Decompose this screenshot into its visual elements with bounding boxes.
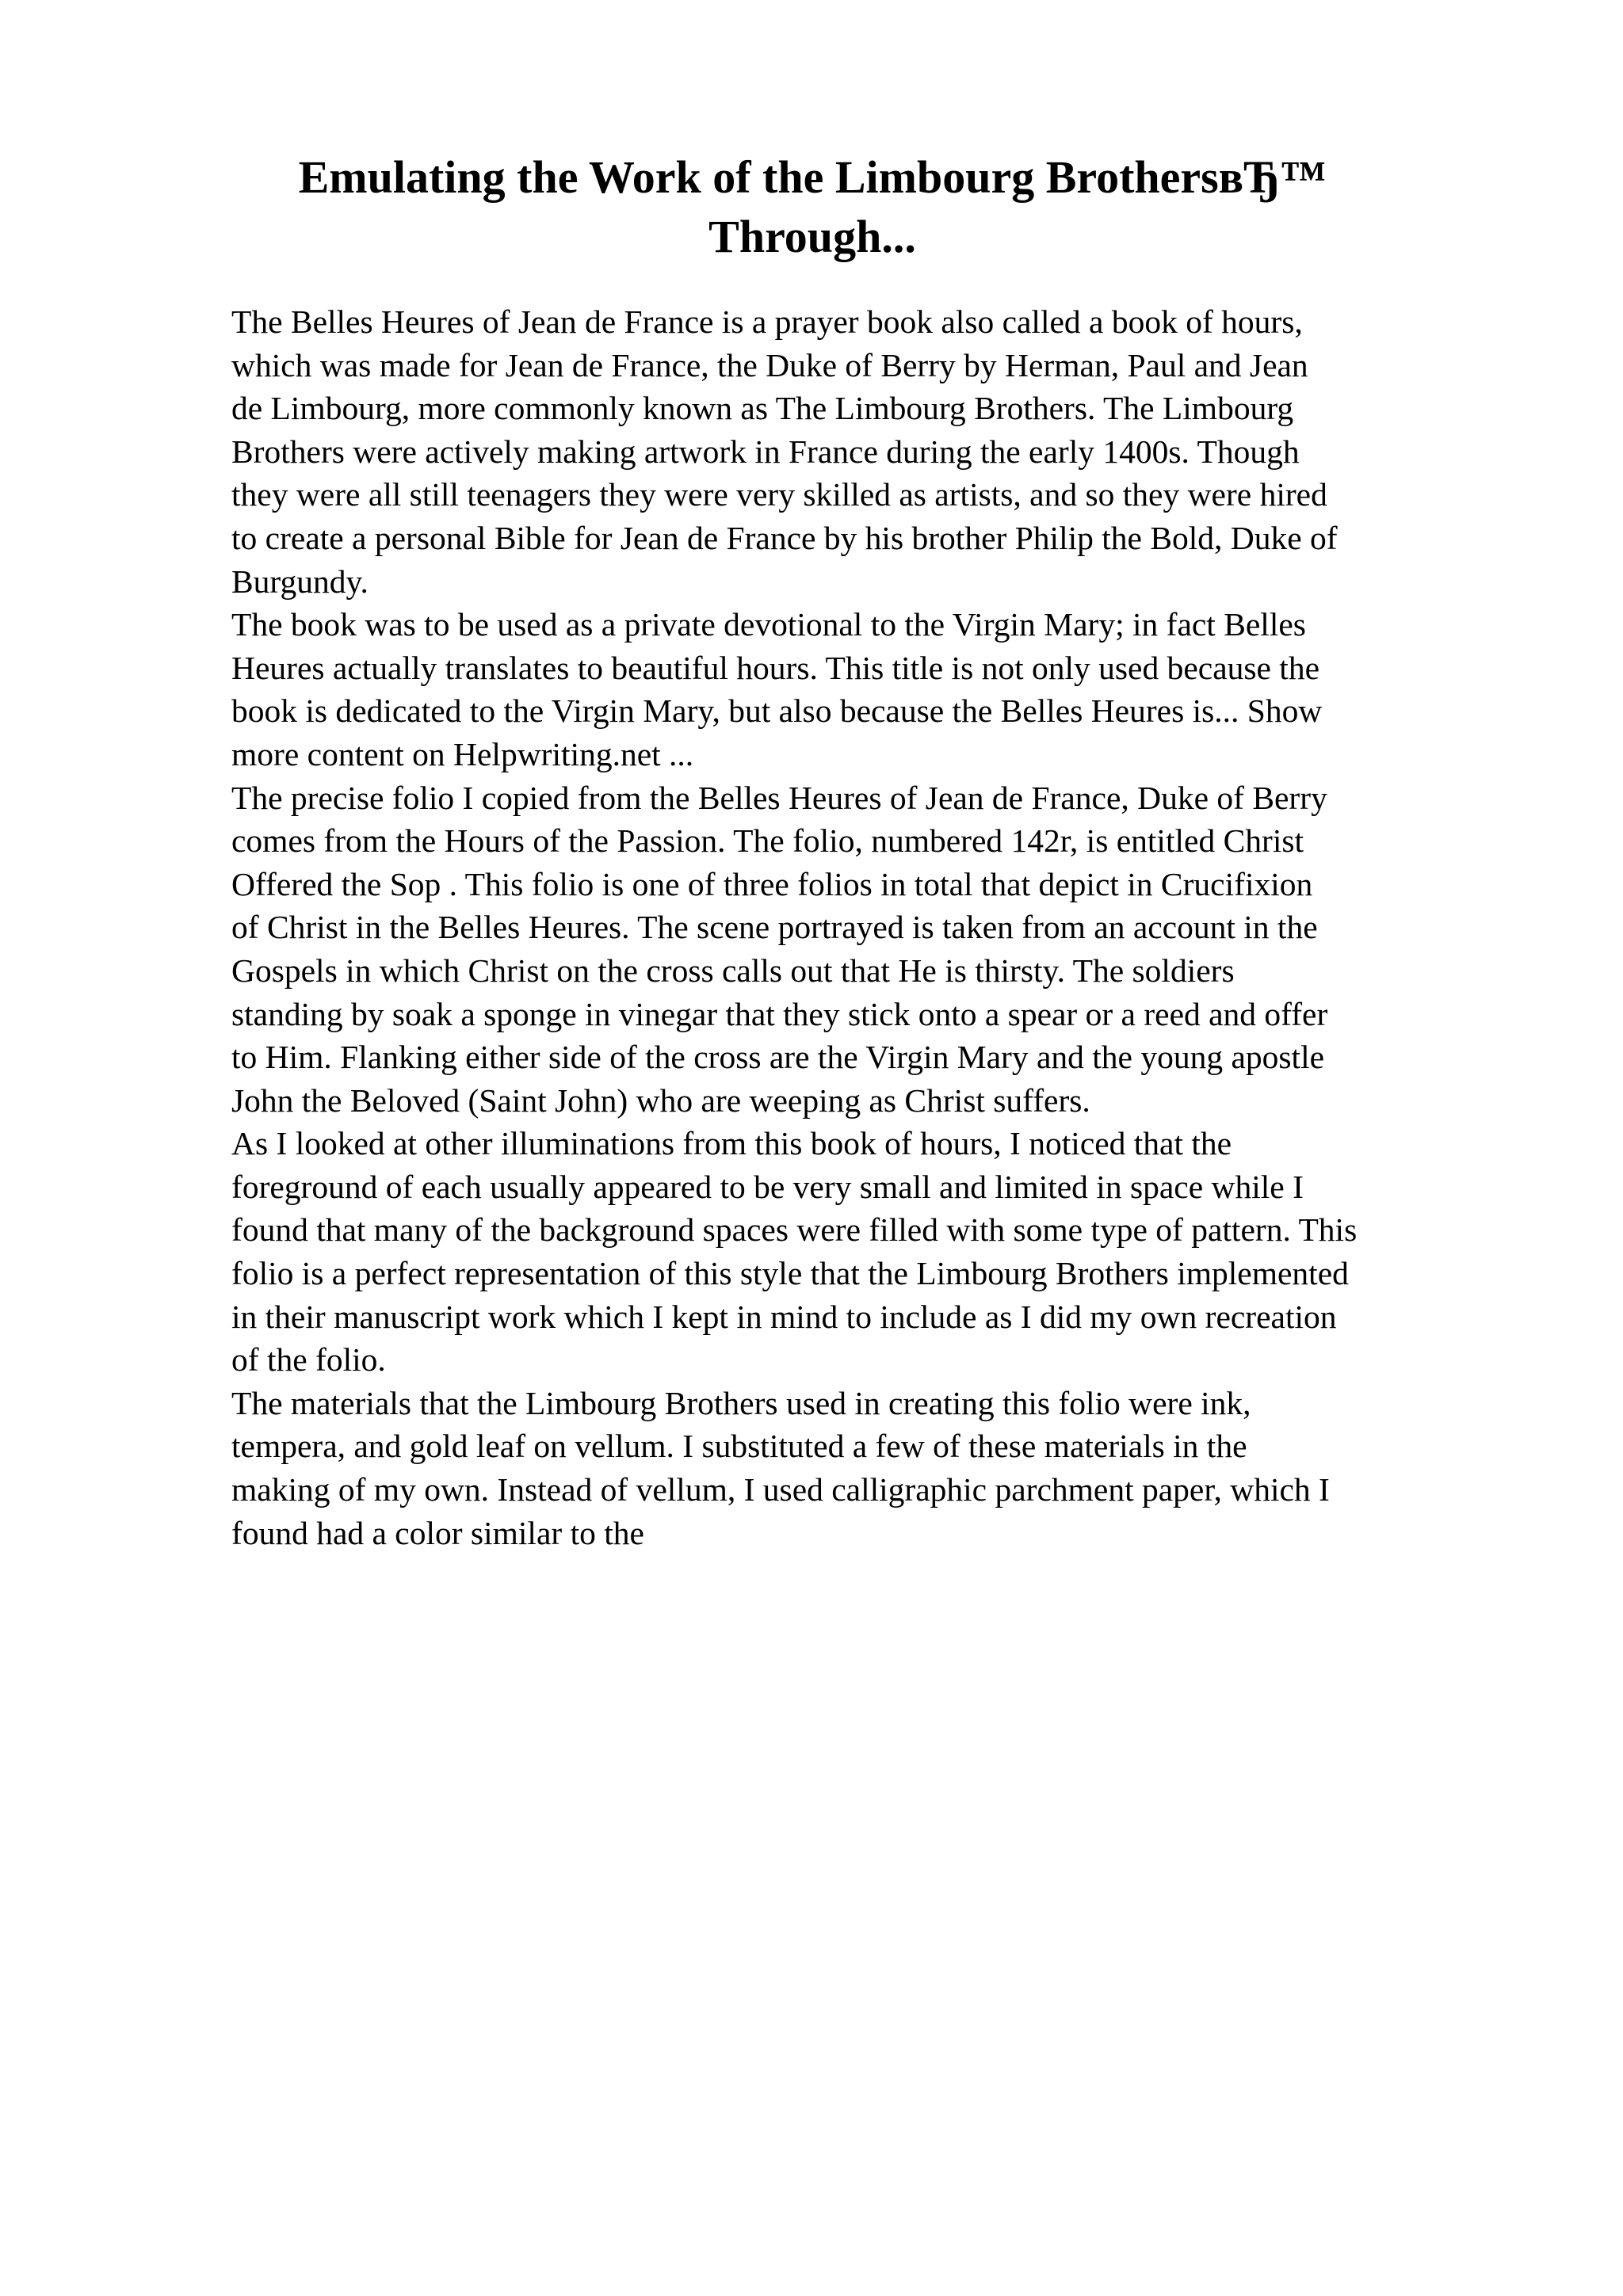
body-line: more content on Helpwriting.net ... [231, 735, 694, 772]
body-line: Offered the Sop . This folio is one of three folios in total that depict in Crucifixion [231, 865, 1313, 902]
body-line: of Christ in the Belles Heures. The scene portrayed is taken from an account in the [231, 909, 1318, 946]
document-body [231, 300, 1515, 1554]
body-line: to Him. Flanking either side of the cross are the Virgin Mary and the young apostle [231, 1039, 1325, 1076]
body-line: in their manuscript work which I kept in mind to include as I did my own recreation [231, 1298, 1337, 1335]
body-line: Burgundy. [231, 563, 369, 600]
document-title [230, 147, 1395, 266]
body-line: The materials that the Limbourg Brothers used in creating this folio were ink, [231, 1384, 1251, 1421]
body-line: Heures actually translates to beautiful hours. This title is not only used because the [231, 649, 1320, 686]
body-line: making of my own. Instead of vellum, I used calligraphic parchment paper, which I [231, 1471, 1330, 1508]
body-line: John the Beloved (Saint John) who are weeping as Christ suffers. [231, 1081, 1090, 1119]
body-line: found had a color similar to the [231, 1514, 644, 1551]
body-line: Brothers were actively making artwork in France during the early 1400s. Though [231, 433, 1300, 470]
body-line: The Belles Heures of Jean de France is a prayer book also called a book of hours, [231, 303, 1303, 340]
body-line: As I looked at other illuminations from this book of hours, I noticed that the [231, 1125, 1232, 1162]
body-line: they were all still teenagers they were very skilled as artists, and so they were hired [231, 476, 1327, 513]
body-line: folio is a perfect representation of this style that the Limbourg Brothers implemented [231, 1255, 1349, 1292]
body-line: which was made for Jean de France, the Duke of Berry by Herman, Paul and Jean [231, 346, 1308, 383]
body-line: of the folio. [231, 1341, 386, 1379]
body-line: The book was to be used as a private devotional to the Virgin Mary; in fact Belles [231, 606, 1306, 643]
body-line: book is dedicated to the Virgin Mary, but also because the Belles Heures is... Show [231, 692, 1323, 730]
body-line: de Limbourg, more commonly known as The Limbourg Brothers. The Limbourg [231, 390, 1294, 427]
title-line: Emulating the Work of the Limbourg BrothersвЂ™ [298, 151, 1327, 203]
body-line: comes from the Hours of the Passion. The folio, numbered 142r, is entitled Christ [231, 822, 1304, 860]
body-line: foreground of each usually appeared to be very small and limited in space while I [231, 1168, 1304, 1205]
body-line: The precise folio I copied from the Belles Heures of Jean de France, Duke of Berry [231, 779, 1327, 816]
body-line: Gospels in which Christ on the cross calls out that He is thirsty. The soldiers [231, 952, 1235, 989]
title-line: Through... [708, 211, 916, 262]
body-line: found that many of the background spaces were filled with some type of pattern. This [231, 1211, 1358, 1249]
body-line: to create a personal Bible for Jean de France by his brother Philip the Bold, Duke of [231, 519, 1338, 556]
body-line: tempera, and gold leaf on vellum. I substituted a few of these materials in the [231, 1428, 1247, 1465]
body-line: standing by soak a sponge in vinegar that they stick onto a spear or a reed and offer [231, 995, 1328, 1032]
